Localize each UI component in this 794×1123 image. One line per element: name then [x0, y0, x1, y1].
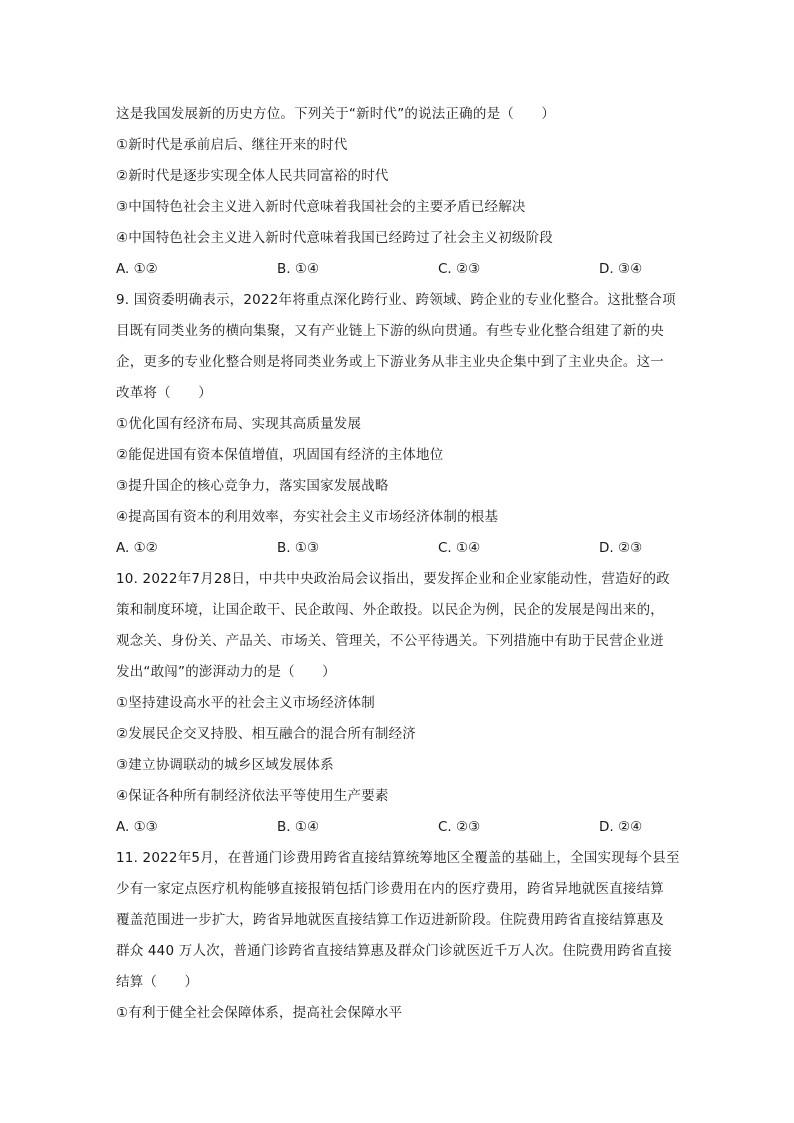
statement-1: ①有利于健全社会保障体系，提高社会保障水平 [116, 1005, 403, 1021]
statement-2: ②发展民企交叉持股、相互融合的混合所有制经济 [116, 726, 417, 742]
statement-4: ④保证各种所有制经济依法平等使用生产要素 [116, 788, 389, 804]
statement-4: ④中国特色社会主义进入新时代意味着我国已经跨过了社会主义初级阶段 [116, 230, 554, 246]
option-b: B. ①③ [277, 540, 320, 556]
question-stem-line: 策和制度环境，让国企敢干、民企敢闯、外企敢投。以民企为例，民企的发展是闯出来的， [116, 602, 664, 618]
statement-1: ①坚持建设高水平的社会主义市场经济体制 [116, 695, 375, 711]
answer-options [116, 533, 684, 564]
option-c: C. ②③ [438, 819, 481, 835]
option-b: B. ①④ [277, 261, 320, 277]
option-a: A. ①② [116, 540, 158, 556]
statement-4: ④提高国有资本的利用效率，夯实社会主义市场经济体制的根基 [116, 509, 499, 525]
statement-3: ③中国特色社会主义进入新时代意味着我国社会的主要矛盾已经解决 [116, 199, 526, 215]
question-8 [116, 99, 684, 285]
question-stem-line: 目既有同类业务的横向集聚，又有产业链上下游的纵向贯通。有些专业化整合组建了新的央 [116, 323, 664, 339]
answer-options [116, 812, 684, 843]
question-stem-line: 少有一家定点医疗机构能够直接报销包括门诊费用在内的医疗费用，跨省异地就医直接结算 [116, 881, 664, 897]
question-11 [116, 843, 684, 1029]
question-stem-line: 10. 2022年7月28日，中共中央政治局会议指出，要发挥企业和企业家能动性，营造好的政 [116, 571, 670, 587]
statement-3: ③提升国企的核心竞争力，落实国家发展战略 [116, 478, 389, 494]
option-d: D. ②④ [599, 819, 643, 835]
option-a: A. ①③ [116, 819, 158, 835]
statement-2: ②新时代是逐步实现全体人民共同富裕的时代 [116, 168, 389, 184]
question-10 [116, 564, 684, 843]
question-list [116, 99, 684, 1029]
question-stem-line: 观念关、身份关、产品关、市场关、管理关，不公平待遇关。下列措施中有助于民营企业迸 [116, 633, 664, 649]
statement-1: ①优化国有经济布局、实现其高质量发展 [116, 416, 362, 432]
option-b: B. ①④ [277, 819, 320, 835]
option-c: C. ①④ [438, 540, 481, 556]
statement-1: ①新时代是承前启后、继往开来的时代 [116, 137, 348, 153]
option-a: A. ①② [116, 261, 158, 277]
question-stem-line: 企，更多的专业化整合则是将同类业务或上下游业务从非主业央企集中到了主业央企。这一 [116, 354, 664, 370]
option-c: C. ②③ [438, 261, 481, 277]
question-9 [116, 285, 684, 564]
question-stem-line: 发出“敢闯”的澎湃动力的是（ ） [116, 664, 336, 680]
option-d: D. ③④ [599, 261, 643, 277]
question-stem-line: 覆盖范围进一步扩大，跨省异地就医直接结算工作迈进新阶段。住院费用跨省直接结算惠及 [116, 912, 664, 928]
question-stem-line: 群众 440 万人次，普通门诊跨省直接结算惠及群众门诊就医近千万人次。住院费用跨省直接 [116, 943, 672, 959]
statement-2: ②能促进国有资本保值增值，巩固国有经济的主体地位 [116, 447, 444, 463]
question-stem-line: 9. 国资委明确表示，2022年将重点深化跨行业、跨领域、跨企业的专业化整合。这批整合项 [116, 292, 676, 308]
question-stem-line: 11. 2022年5月，在普通门诊费用跨省直接结算统筹地区全覆盖的基础上，全国实现每个县至 [116, 850, 680, 866]
question-stem-line: 结算（ ） [116, 974, 199, 990]
question-stem-line: 这是我国发展新的历史方位。下列关于“新时代”的说法正确的是（ ） [116, 106, 556, 122]
answer-options [116, 254, 684, 285]
question-stem-line: 改革将（ ） [116, 385, 212, 401]
option-d: D. ②③ [599, 540, 643, 556]
statement-3: ③建立协调联动的城乡区域发展体系 [116, 757, 334, 773]
